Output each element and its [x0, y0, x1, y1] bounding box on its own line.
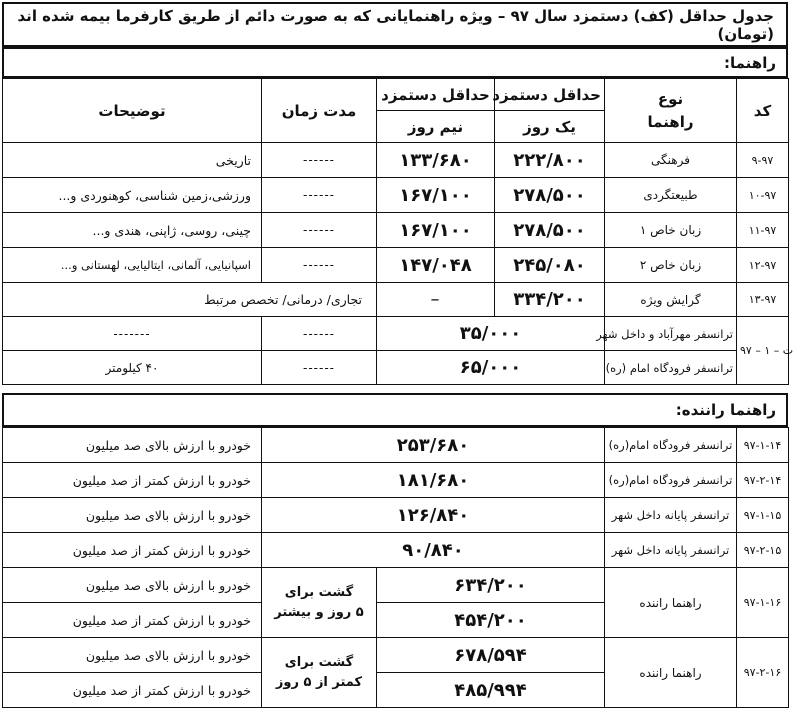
row-full-amount: ۲۴۵/۰۸۰	[495, 248, 605, 283]
header-notes: توضیحات	[3, 79, 262, 143]
section-driver-guides-label: راهنما راننده:	[2, 393, 788, 427]
header-code: کد	[737, 79, 789, 143]
table-row	[3, 568, 789, 603]
row-code: ۹۷-۲-۱۶	[737, 638, 789, 708]
section-guides-label: راهنما:	[2, 47, 788, 78]
row-full-amount: ۲۷۸/۵۰۰	[495, 178, 605, 213]
row-amount: ۲۵۳/۶۸۰	[262, 428, 605, 463]
row-type: طبیعتگردی	[605, 178, 737, 213]
table-row	[3, 463, 789, 498]
transfer-code: ۹۷ – ت – ۱	[737, 317, 789, 385]
header-halfday: نیم روز	[377, 111, 495, 143]
row-notes: چینی، روسی، ژاپنی، هندی و...	[3, 213, 262, 248]
row-duration	[262, 568, 377, 638]
table-row	[3, 317, 789, 351]
header-minwage-full: حداقل دستمزد	[495, 79, 605, 111]
duration-line1: گشت برای	[284, 655, 354, 670]
row-notes: تجاری/ درمانی/ تخصص مرتبط	[3, 283, 377, 317]
row-amount: ۴۸۵/۹۹۴	[377, 673, 605, 708]
driver-guides-table	[2, 427, 789, 708]
guides-table	[2, 78, 793, 385]
header-duration: مدت زمان	[262, 79, 377, 143]
row-amount: ۱۲۶/۸۴۰	[262, 498, 605, 533]
table-row	[3, 351, 789, 385]
row-duration: ------	[262, 351, 377, 385]
row-notes: خودرو با ارزش بالای صد میلیون	[3, 568, 262, 603]
row-notes: خودرو با ارزش کمتر از صد میلیون	[3, 463, 262, 498]
row-half-amount: ۱۶۷/۱۰۰	[377, 178, 495, 213]
row-duration: ------	[262, 213, 377, 248]
row-type: راهنما راننده	[605, 568, 737, 638]
table-row	[3, 638, 789, 673]
row-duration: ------	[262, 248, 377, 283]
row-notes: خودرو با ارزش بالای صد میلیون	[3, 498, 262, 533]
row-type: زبان خاص ۱	[605, 213, 737, 248]
table-row	[3, 178, 789, 213]
row-code: ۹۷-۱-۱۶	[737, 568, 789, 638]
row-amount: ۹۰/۸۴۰	[262, 533, 605, 568]
table-row	[3, 498, 789, 533]
row-code: ۱۳-۹۷	[737, 283, 789, 317]
row-code: ۹۷-۱-۱۵	[737, 498, 789, 533]
row-duration: ------	[262, 178, 377, 213]
table-row	[3, 428, 789, 463]
row-full-amount: ۲۲۲/۸۰۰	[495, 143, 605, 178]
row-half-amount: –	[377, 283, 495, 317]
document-title: جدول حداقل (کف) دستمزد سال ۹۷ – ویژه راهنمایانی که به صورت دائم از طریق کارفرما بیمه شده اند (تومان)	[2, 2, 788, 47]
header-type	[605, 79, 737, 143]
row-type: ترانسفر فرودگاه امام (ره)	[605, 351, 737, 385]
row-code: ۱۰-۹۷	[737, 178, 789, 213]
row-type: ترانسفر فرودگاه امام(ره)	[605, 428, 737, 463]
row-code: ۱۲-۹۷	[737, 248, 789, 283]
row-type: زبان خاص ۲	[605, 248, 737, 283]
row-amount: ۳۵/۰۰۰	[377, 317, 605, 351]
header-type-line1: نوع	[657, 90, 684, 108]
row-type: ترانسفر پایانه داخل شهر	[605, 498, 737, 533]
row-full-amount: ۳۳۴/۲۰۰	[495, 283, 605, 317]
row-amount: ۱۸۱/۶۸۰	[262, 463, 605, 498]
row-amount: ۶۵/۰۰۰	[377, 351, 605, 385]
row-notes: تاریخی	[3, 143, 262, 178]
row-notes: اسپانیایی، آلمانی، ایتالیایی، لهستانی و...	[3, 248, 262, 283]
row-notes: خودرو با ارزش بالای صد میلیون	[3, 428, 262, 463]
row-type: گرایش ویژه	[605, 283, 737, 317]
row-full-amount: ۲۷۸/۵۰۰	[495, 213, 605, 248]
row-amount: ۴۵۴/۲۰۰	[377, 603, 605, 638]
row-half-amount: ۱۳۳/۶۸۰	[377, 143, 495, 178]
row-duration: ------	[262, 143, 377, 178]
row-duration	[262, 638, 377, 708]
row-half-amount: ۱۴۷/۰۴۸	[377, 248, 495, 283]
row-type: راهنما راننده	[605, 638, 737, 708]
row-type: ترانسفر مهرآباد و داخل شهر	[605, 317, 737, 351]
row-code: ۹-۹۷	[737, 143, 789, 178]
duration-line1: گشت برای	[284, 585, 354, 600]
header-minwage-half: حداقل دستمزد	[377, 79, 495, 111]
row-code: ۹۷-۱-۱۴	[737, 428, 789, 463]
row-notes: ۴۰ کیلومتر	[3, 351, 262, 385]
row-half-amount: ۱۶۷/۱۰۰	[377, 213, 495, 248]
row-notes: خودرو با ارزش کمتر از صد میلیون	[3, 533, 262, 568]
row-notes: خودرو با ارزش کمتر از صد میلیون	[3, 603, 262, 638]
row-type: ترانسفر فرودگاه امام(ره)	[605, 463, 737, 498]
row-type: فرهنگی	[605, 143, 737, 178]
row-code: ۹۷-۲-۱۵	[737, 533, 789, 568]
row-notes: ورزشی،زمین شناسی، کوهنوردی و...	[3, 178, 262, 213]
table-row	[3, 533, 789, 568]
row-duration: ------	[262, 317, 377, 351]
header-fullday: یک روز	[495, 111, 605, 143]
table-row	[3, 248, 789, 283]
row-code: ۹۷-۲-۱۴	[737, 463, 789, 498]
row-notes: -------	[3, 317, 262, 351]
row-code: ۱۱-۹۷	[737, 213, 789, 248]
row-amount: ۶۷۸/۵۹۴	[377, 638, 605, 673]
duration-line2: ۵ روز و بیشتر	[274, 604, 364, 620]
table-row	[3, 213, 789, 248]
table-row	[3, 143, 789, 178]
row-type: ترانسفر پایانه داخل شهر	[605, 533, 737, 568]
row-notes: خودرو با ارزش بالای صد میلیون	[3, 638, 262, 673]
duration-line2: کمتر از ۵ روز	[275, 674, 363, 690]
row-notes: خودرو با ارزش کمتر از صد میلیون	[3, 673, 262, 708]
table-row	[3, 283, 789, 317]
header-type-line2: راهنما	[647, 112, 694, 131]
row-amount: ۶۳۴/۲۰۰	[377, 568, 605, 603]
